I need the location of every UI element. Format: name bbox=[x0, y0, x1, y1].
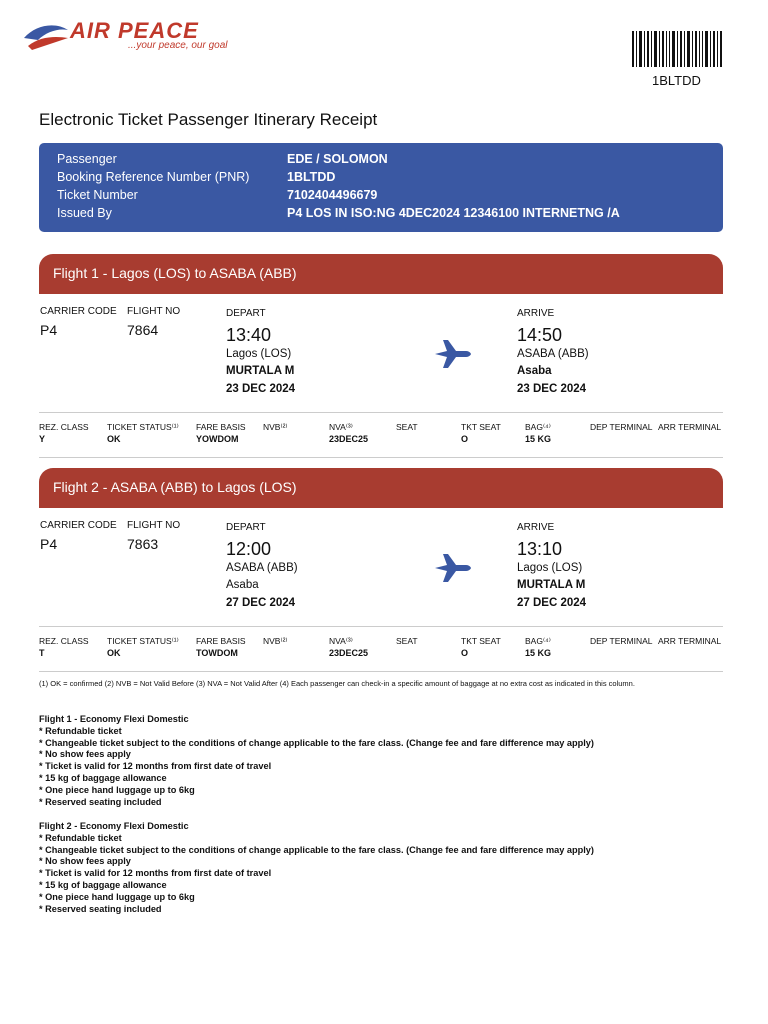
depart-label: DEPART bbox=[226, 308, 266, 319]
conditions-line: * No show fees apply bbox=[39, 856, 131, 867]
flight-2-depart-city: ASABA (ABB) bbox=[226, 562, 298, 574]
conditions-line: * Reserved seating included bbox=[39, 796, 162, 807]
flight-1-ticket-status: OK bbox=[107, 434, 121, 444]
flight-2-tkt-seat: O bbox=[461, 648, 469, 658]
flight-2-carrier: P4 bbox=[40, 536, 58, 552]
flight-1-depart-airport: MURTALA M bbox=[226, 365, 295, 377]
flight-1-depart-date: 23 DEC 2024 bbox=[226, 383, 296, 395]
conditions-line: * Reserved seating included bbox=[39, 903, 162, 914]
divider bbox=[39, 671, 723, 672]
flight-2-depart-date: 27 DEC 2024 bbox=[226, 597, 296, 609]
fare-basis-label: FARE BASIS bbox=[196, 636, 246, 646]
conditions-title: Flight 2 - Economy Flexi Domestic bbox=[39, 821, 189, 831]
bag-label: BAG⁽⁴⁾ bbox=[525, 636, 551, 646]
barcode-image bbox=[632, 31, 722, 67]
flight-1-rez-class: Y bbox=[39, 434, 46, 444]
carrier-code-label: CARRIER CODE bbox=[40, 306, 117, 317]
flight-1-tkt-seat: O bbox=[461, 434, 469, 444]
ticket-status-label: TICKET STATUS⁽¹⁾ bbox=[107, 636, 179, 646]
conditions-line: * No show fees apply bbox=[39, 749, 131, 760]
flight-1-nva: 23DEC25 bbox=[329, 434, 369, 444]
ticket-status-label: TICKET STATUS⁽¹⁾ bbox=[107, 422, 179, 432]
nva-label: NVA⁽³⁾ bbox=[329, 636, 353, 646]
flight-1-arrive-city: ASABA (ABB) bbox=[517, 348, 589, 360]
logo-text: AIR PEACE bbox=[70, 18, 199, 43]
flight-2-header bbox=[39, 468, 723, 508]
airplane-icon bbox=[433, 338, 473, 370]
flight-2-arrive-city: Lagos (LOS) bbox=[517, 562, 583, 574]
flight-1-header bbox=[39, 254, 723, 294]
nva-label: NVA⁽³⁾ bbox=[329, 422, 353, 432]
arrive-label: ARRIVE bbox=[517, 308, 555, 319]
passenger-info-box bbox=[39, 143, 723, 232]
flight-2-bag: 15 KG bbox=[525, 648, 552, 658]
flight-2-arrive-date: 27 DEC 2024 bbox=[517, 597, 587, 609]
issued-by-label: Issued By bbox=[57, 206, 112, 220]
rez-class-label: REZ. CLASS bbox=[39, 636, 89, 646]
flight-no-label: FLIGHT NO bbox=[127, 306, 181, 317]
flight-2-arrive-airport: MURTALA M bbox=[517, 579, 586, 591]
arr-terminal-label: ARR TERMINAL bbox=[658, 636, 722, 646]
seat-label: SEAT bbox=[396, 636, 418, 646]
conditions-line: * One piece hand luggage up to 6kg bbox=[39, 784, 195, 795]
divider bbox=[39, 457, 723, 458]
flight-1-arrive-airport: Asaba bbox=[517, 365, 552, 377]
flight-2-arrive-time: 13:10 bbox=[517, 539, 563, 559]
flight-2-fare-basis: TOWDOM bbox=[196, 648, 238, 658]
flight-1-arrive-date: 23 DEC 2024 bbox=[517, 383, 587, 395]
seat-label: SEAT bbox=[396, 422, 418, 432]
fare-basis-label: FARE BASIS bbox=[196, 422, 246, 432]
flight-1-carrier: P4 bbox=[40, 322, 58, 338]
conditions-line: * Refundable ticket bbox=[39, 832, 122, 843]
tkt-seat-label: TKT SEAT bbox=[461, 422, 501, 432]
dep-terminal-label: DEP TERMINAL bbox=[590, 636, 653, 646]
logo-tagline: ...your peace, our goal bbox=[128, 40, 228, 51]
flight-2-number: 7863 bbox=[127, 536, 159, 552]
arrive-label: ARRIVE bbox=[517, 522, 555, 533]
barcode-code: 1BLTDD bbox=[652, 73, 701, 88]
divider bbox=[39, 412, 723, 413]
flight-2-rez-class: T bbox=[39, 648, 45, 658]
divider bbox=[39, 626, 723, 627]
conditions-line: * Refundable ticket bbox=[39, 725, 122, 736]
rez-class-label: REZ. CLASS bbox=[39, 422, 89, 432]
flight-2-depart-airport: Asaba bbox=[226, 579, 259, 591]
flight-1-conditions bbox=[39, 714, 594, 808]
flight-2-conditions bbox=[39, 821, 594, 915]
pnr-value: 1BLTDD bbox=[287, 170, 336, 184]
page-title: Electronic Ticket Passenger Itinerary Receipt bbox=[39, 110, 378, 129]
conditions-line: * 15 kg of baggage allowance bbox=[39, 879, 167, 890]
passenger-value: EDE / SOLOMON bbox=[287, 152, 388, 166]
conditions-line: * Ticket is valid for 12 months from first date of travel bbox=[39, 868, 272, 879]
flight-1-bag: 15 KG bbox=[525, 434, 552, 444]
flight-2-ticket-status: OK bbox=[107, 648, 121, 658]
ticket-number-value: 7102404496679 bbox=[287, 188, 378, 202]
airplane-icon bbox=[433, 552, 473, 584]
conditions-line: * One piece hand luggage up to 6kg bbox=[39, 891, 195, 902]
flight-2-depart-time: 12:00 bbox=[226, 539, 272, 559]
flight-1-number: 7864 bbox=[127, 322, 159, 338]
conditions-title: Flight 1 - Economy Flexi Domestic bbox=[39, 714, 189, 724]
flight-2-title: Flight 2 - ASABA (ABB) to Lagos (LOS) bbox=[53, 479, 297, 495]
flight-1-depart-time: 13:40 bbox=[226, 325, 272, 345]
bag-label: BAG⁽⁴⁾ bbox=[525, 422, 551, 432]
conditions-line: * Changeable ticket subject to the conditions of change applicable to the fare class. (Change fee and fare difference may apply) bbox=[39, 737, 594, 748]
conditions-line: * Ticket is valid for 12 months from first date of travel bbox=[39, 761, 272, 772]
flight-1-title: Flight 1 - Lagos (LOS) to ASABA (ABB) bbox=[53, 265, 297, 281]
nvb-label: NVB⁽²⁾ bbox=[263, 422, 288, 432]
pnr-label: Booking Reference Number (PNR) bbox=[57, 170, 250, 184]
flight-no-label: FLIGHT NO bbox=[127, 520, 181, 531]
carrier-code-label: CARRIER CODE bbox=[40, 520, 117, 531]
ticket-number-label: Ticket Number bbox=[57, 188, 138, 202]
arr-terminal-label: ARR TERMINAL bbox=[658, 422, 722, 432]
tkt-seat-label: TKT SEAT bbox=[461, 636, 501, 646]
issued-by-value: P4 LOS IN ISO:NG 4DEC2024 12346100 INTERNETNG /A bbox=[287, 206, 620, 220]
nvb-label: NVB⁽²⁾ bbox=[263, 636, 288, 646]
flight-2-nva: 23DEC25 bbox=[329, 648, 369, 658]
passenger-label: Passenger bbox=[57, 152, 117, 166]
depart-label: DEPART bbox=[226, 522, 266, 533]
flight-1-arrive-time: 14:50 bbox=[517, 325, 563, 345]
flight-1-depart-city: Lagos (LOS) bbox=[226, 348, 292, 360]
dep-terminal-label: DEP TERMINAL bbox=[590, 422, 653, 432]
flight-1-fare-basis: YOWDOM bbox=[196, 434, 239, 444]
conditions-line: * Changeable ticket subject to the conditions of change applicable to the fare class. (Change fee and fare difference may apply) bbox=[39, 844, 594, 855]
conditions-line: * 15 kg of baggage allowance bbox=[39, 772, 167, 783]
footnote: (1) OK = confirmed (2) NVB = Not Valid Before (3) NVA = Not Valid After (4) Each passenger can check-in a specific amount of baggage at no extra cost as indicated in this column. bbox=[39, 679, 635, 688]
